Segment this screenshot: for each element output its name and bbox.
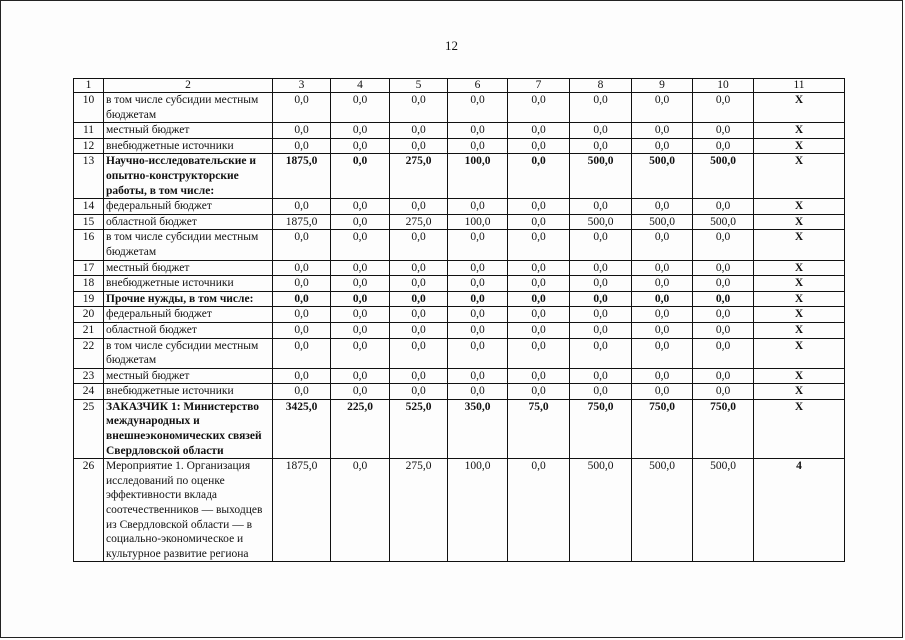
value-cell: 0,0 — [448, 307, 508, 323]
row-number-cell: 11 — [74, 123, 104, 139]
value-cell: 0,0 — [273, 307, 331, 323]
program-reference-cell: X — [754, 291, 845, 307]
value-cell: 0,0 — [331, 368, 390, 384]
value-cell: 0,0 — [390, 199, 448, 215]
value-cell: 0,0 — [273, 368, 331, 384]
value-cell: 0,0 — [390, 260, 448, 276]
value-cell: 750,0 — [570, 399, 632, 458]
table-row — [74, 368, 845, 384]
value-cell: 100,0 — [448, 154, 508, 199]
value-cell: 500,0 — [632, 154, 693, 199]
row-name-cell: Научно-исследовательские и опытно-конструкторские работы, в том числе: — [104, 154, 273, 199]
value-cell: 0,0 — [390, 338, 448, 368]
value-cell: 500,0 — [570, 214, 632, 230]
value-cell: 0,0 — [508, 123, 570, 139]
value-cell: 0,0 — [331, 322, 390, 338]
row-name-cell: федеральный бюджет — [104, 199, 273, 215]
column-header: 7 — [508, 79, 570, 93]
program-reference-cell: X — [754, 93, 845, 123]
budget-table — [73, 78, 845, 562]
value-cell: 0,0 — [273, 199, 331, 215]
value-cell: 0,0 — [448, 368, 508, 384]
value-cell: 0,0 — [570, 230, 632, 260]
row-name-cell: внебюджетные источники — [104, 384, 273, 400]
value-cell: 0,0 — [632, 93, 693, 123]
value-cell: 0,0 — [331, 230, 390, 260]
value-cell: 0,0 — [390, 93, 448, 123]
table-row — [74, 276, 845, 292]
value-cell: 0,0 — [331, 291, 390, 307]
value-cell: 0,0 — [570, 384, 632, 400]
value-cell: 0,0 — [331, 138, 390, 154]
program-reference-cell: X — [754, 322, 845, 338]
value-cell: 0,0 — [331, 459, 390, 562]
value-cell: 0,0 — [448, 93, 508, 123]
row-name-cell: Мероприятие 1. Организация исследований по оценке эффективности вклада соотечественников — выходцев из Свердловской области — в социально-экономическое и культурное развитие региона — [104, 459, 273, 562]
value-cell: 500,0 — [693, 154, 754, 199]
table-row — [74, 260, 845, 276]
value-cell: 225,0 — [331, 399, 390, 458]
value-cell: 0,0 — [570, 338, 632, 368]
value-cell: 0,0 — [448, 322, 508, 338]
value-cell: 0,0 — [448, 138, 508, 154]
value-cell: 0,0 — [693, 138, 754, 154]
value-cell: 500,0 — [693, 214, 754, 230]
value-cell: 100,0 — [448, 459, 508, 562]
row-name-cell: внебюджетные источники — [104, 276, 273, 292]
value-cell: 750,0 — [632, 399, 693, 458]
row-number-cell: 20 — [74, 307, 104, 323]
row-number-cell: 25 — [74, 399, 104, 458]
value-cell: 0,0 — [331, 93, 390, 123]
value-cell: 0,0 — [390, 123, 448, 139]
program-reference-cell: X — [754, 384, 845, 400]
value-cell: 0,0 — [508, 230, 570, 260]
value-cell: 0,0 — [273, 276, 331, 292]
row-name-cell: областной бюджет — [104, 322, 273, 338]
value-cell: 500,0 — [632, 214, 693, 230]
row-number-cell: 24 — [74, 384, 104, 400]
row-name-cell: областной бюджет — [104, 214, 273, 230]
program-reference-cell: 4 — [754, 459, 845, 562]
value-cell: 0,0 — [390, 368, 448, 384]
value-cell: 0,0 — [632, 307, 693, 323]
program-reference-cell: X — [754, 138, 845, 154]
row-number-cell: 15 — [74, 214, 104, 230]
value-cell: 0,0 — [273, 384, 331, 400]
value-cell: 0,0 — [570, 322, 632, 338]
row-number-cell: 10 — [74, 93, 104, 123]
column-header: 9 — [632, 79, 693, 93]
program-reference-cell: X — [754, 230, 845, 260]
value-cell: 0,0 — [331, 276, 390, 292]
value-cell: 0,0 — [390, 138, 448, 154]
value-cell: 0,0 — [632, 322, 693, 338]
value-cell: 0,0 — [570, 368, 632, 384]
value-cell: 0,0 — [508, 338, 570, 368]
value-cell: 0,0 — [331, 338, 390, 368]
value-cell: 275,0 — [390, 154, 448, 199]
value-cell: 275,0 — [390, 214, 448, 230]
value-cell: 1875,0 — [273, 459, 331, 562]
value-cell: 0,0 — [448, 291, 508, 307]
column-header: 3 — [273, 79, 331, 93]
value-cell: 500,0 — [570, 154, 632, 199]
value-cell: 0,0 — [331, 260, 390, 276]
value-cell: 0,0 — [273, 291, 331, 307]
value-cell: 0,0 — [508, 291, 570, 307]
value-cell: 0,0 — [693, 368, 754, 384]
value-cell: 0,0 — [390, 307, 448, 323]
table-row — [74, 138, 845, 154]
value-cell: 0,0 — [693, 322, 754, 338]
value-cell: 0,0 — [693, 307, 754, 323]
value-cell: 0,0 — [693, 260, 754, 276]
program-reference-cell: X — [754, 154, 845, 199]
value-cell: 0,0 — [331, 123, 390, 139]
row-number-cell: 13 — [74, 154, 104, 199]
value-cell: 500,0 — [570, 459, 632, 562]
value-cell: 0,0 — [273, 123, 331, 139]
value-cell: 0,0 — [570, 260, 632, 276]
value-cell: 0,0 — [693, 384, 754, 400]
program-reference-cell: X — [754, 260, 845, 276]
value-cell: 0,0 — [448, 123, 508, 139]
program-reference-cell: X — [754, 199, 845, 215]
value-cell: 0,0 — [570, 123, 632, 139]
value-cell: 0,0 — [570, 307, 632, 323]
value-cell: 0,0 — [390, 322, 448, 338]
row-number-cell: 23 — [74, 368, 104, 384]
column-header: 10 — [693, 79, 754, 93]
table-row — [74, 338, 845, 368]
program-reference-cell: X — [754, 399, 845, 458]
value-cell: 0,0 — [448, 199, 508, 215]
value-cell: 750,0 — [693, 399, 754, 458]
row-name-cell: местный бюджет — [104, 368, 273, 384]
value-cell: 0,0 — [693, 230, 754, 260]
value-cell: 0,0 — [508, 322, 570, 338]
value-cell: 0,0 — [273, 338, 331, 368]
value-cell: 0,0 — [632, 291, 693, 307]
value-cell: 0,0 — [508, 307, 570, 323]
value-cell: 0,0 — [693, 93, 754, 123]
value-cell: 0,0 — [508, 260, 570, 276]
row-name-cell: федеральный бюджет — [104, 307, 273, 323]
program-reference-cell: X — [754, 368, 845, 384]
value-cell: 0,0 — [693, 199, 754, 215]
row-name-cell: местный бюджет — [104, 260, 273, 276]
value-cell: 0,0 — [693, 338, 754, 368]
table-row — [74, 322, 845, 338]
column-header: 11 — [754, 79, 845, 93]
row-number-cell: 21 — [74, 322, 104, 338]
row-number-cell: 16 — [74, 230, 104, 260]
program-reference-cell: X — [754, 276, 845, 292]
table-row — [74, 199, 845, 215]
table-row — [74, 399, 845, 458]
value-cell: 0,0 — [508, 384, 570, 400]
value-cell: 0,0 — [632, 368, 693, 384]
value-cell: 0,0 — [632, 384, 693, 400]
value-cell: 1875,0 — [273, 154, 331, 199]
value-cell: 0,0 — [632, 123, 693, 139]
value-cell: 0,0 — [331, 307, 390, 323]
table-row — [74, 214, 845, 230]
value-cell: 0,0 — [508, 154, 570, 199]
column-header: 4 — [331, 79, 390, 93]
value-cell: 0,0 — [448, 384, 508, 400]
value-cell: 0,0 — [390, 276, 448, 292]
row-name-cell: в том числе субсидии местным бюджетам — [104, 230, 273, 260]
value-cell: 0,0 — [693, 291, 754, 307]
value-cell: 500,0 — [693, 459, 754, 562]
value-cell: 3425,0 — [273, 399, 331, 458]
value-cell: 0,0 — [508, 199, 570, 215]
table-row — [74, 123, 845, 139]
table-header-row — [74, 79, 845, 93]
program-reference-cell: X — [754, 123, 845, 139]
value-cell: 0,0 — [570, 276, 632, 292]
value-cell: 75,0 — [508, 399, 570, 458]
value-cell: 0,0 — [448, 260, 508, 276]
value-cell: 0,0 — [632, 338, 693, 368]
value-cell: 350,0 — [448, 399, 508, 458]
row-number-cell: 26 — [74, 459, 104, 562]
value-cell: 0,0 — [273, 230, 331, 260]
table-row — [74, 154, 845, 199]
column-header: 1 — [74, 79, 104, 93]
table-row — [74, 93, 845, 123]
value-cell: 0,0 — [390, 230, 448, 260]
table-row — [74, 291, 845, 307]
value-cell: 525,0 — [390, 399, 448, 458]
value-cell: 0,0 — [508, 138, 570, 154]
row-name-cell: внебюджетные источники — [104, 138, 273, 154]
row-number-cell: 18 — [74, 276, 104, 292]
value-cell: 0,0 — [570, 138, 632, 154]
value-cell: 0,0 — [273, 322, 331, 338]
table-row — [74, 459, 845, 562]
value-cell: 0,0 — [570, 93, 632, 123]
row-name-cell: Прочие нужды, в том числе: — [104, 291, 273, 307]
table-row — [74, 307, 845, 323]
value-cell: 0,0 — [632, 138, 693, 154]
row-name-cell: в том числе субсидии местным бюджетам — [104, 338, 273, 368]
column-header: 2 — [104, 79, 273, 93]
value-cell: 0,0 — [693, 276, 754, 292]
value-cell: 0,0 — [508, 276, 570, 292]
row-name-cell: ЗАКАЗЧИК 1: Министерство международных и внешнеэкономических связей Свердловской области — [104, 399, 273, 458]
value-cell: 275,0 — [390, 459, 448, 562]
value-cell: 0,0 — [448, 230, 508, 260]
value-cell: 0,0 — [273, 260, 331, 276]
value-cell: 0,0 — [448, 276, 508, 292]
row-number-cell: 19 — [74, 291, 104, 307]
value-cell: 0,0 — [331, 384, 390, 400]
value-cell: 0,0 — [448, 338, 508, 368]
column-header: 8 — [570, 79, 632, 93]
value-cell: 0,0 — [390, 291, 448, 307]
value-cell: 0,0 — [508, 459, 570, 562]
value-cell: 0,0 — [570, 291, 632, 307]
value-cell: 0,0 — [273, 138, 331, 154]
value-cell: 0,0 — [331, 154, 390, 199]
value-cell: 0,0 — [632, 199, 693, 215]
row-number-cell: 17 — [74, 260, 104, 276]
value-cell: 1875,0 — [273, 214, 331, 230]
value-cell: 0,0 — [331, 214, 390, 230]
value-cell: 0,0 — [273, 93, 331, 123]
value-cell: 0,0 — [390, 384, 448, 400]
value-cell: 0,0 — [632, 276, 693, 292]
table-row — [74, 384, 845, 400]
value-cell: 100,0 — [448, 214, 508, 230]
page-number: 12 — [445, 38, 458, 53]
value-cell: 0,0 — [632, 260, 693, 276]
value-cell: 0,0 — [570, 199, 632, 215]
program-reference-cell: X — [754, 307, 845, 323]
row-number-cell: 14 — [74, 199, 104, 215]
value-cell: 0,0 — [331, 199, 390, 215]
row-name-cell: в том числе субсидии местным бюджетам — [104, 93, 273, 123]
program-reference-cell: X — [754, 338, 845, 368]
row-number-cell: 22 — [74, 338, 104, 368]
value-cell: 0,0 — [508, 93, 570, 123]
row-number-cell: 12 — [74, 138, 104, 154]
column-header: 5 — [390, 79, 448, 93]
value-cell: 0,0 — [508, 214, 570, 230]
column-header: 6 — [448, 79, 508, 93]
table-row — [74, 230, 845, 260]
row-name-cell: местный бюджет — [104, 123, 273, 139]
program-reference-cell: X — [754, 214, 845, 230]
value-cell: 500,0 — [632, 459, 693, 562]
value-cell: 0,0 — [508, 368, 570, 384]
value-cell: 0,0 — [693, 123, 754, 139]
value-cell: 0,0 — [632, 230, 693, 260]
